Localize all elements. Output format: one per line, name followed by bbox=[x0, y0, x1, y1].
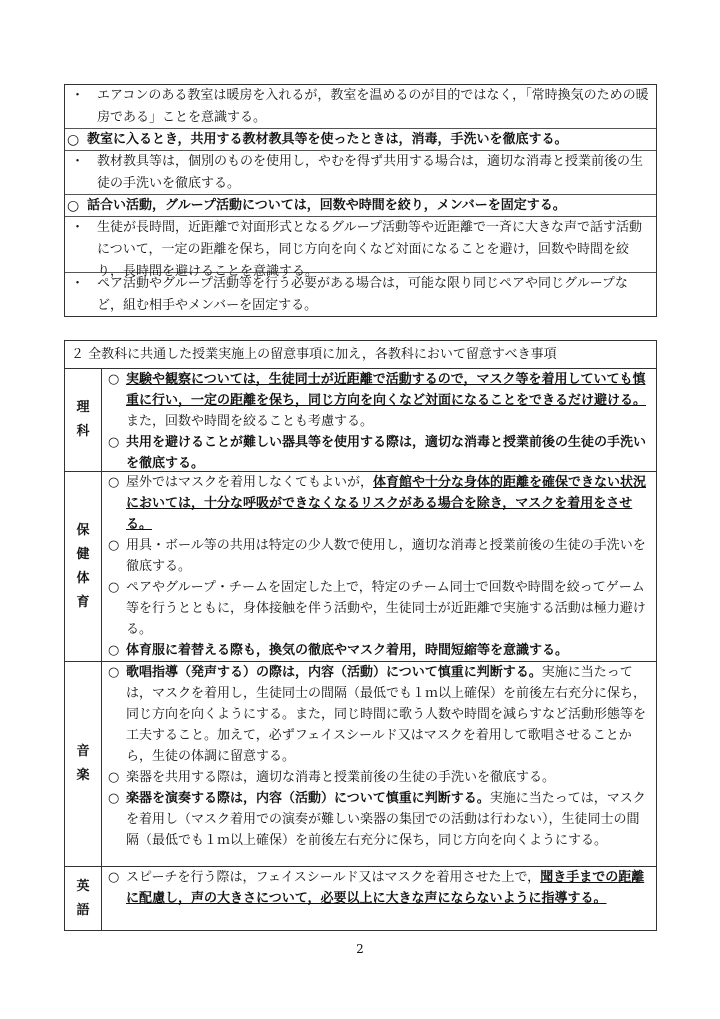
rule-row bbox=[65, 195, 656, 217]
subject-label bbox=[65, 867, 102, 930]
section-body bbox=[102, 662, 656, 851]
list-item bbox=[108, 640, 652, 661]
section-body bbox=[102, 369, 656, 474]
dot-bullet: ・ bbox=[71, 154, 85, 169]
item-rest: 実施に当たっては，マスクを着用し（マスク着用での演奏が難しい楽器の集団での活動は行わない），生徒同士の間隔（最低でも１ｍ以上確保）を前後左右充分に保ち，同じ方向を向くようにする。 bbox=[126, 791, 646, 848]
subject-char: 英 bbox=[76, 878, 90, 894]
item-rest: また，回数や時間を絞ることも考慮する。 bbox=[126, 414, 374, 429]
note-text: 教材教具等は，個別のものを使用し，やむを得ず共用する場合は，適切な消毒と授業前後の生徒の手洗いを徹底する。 bbox=[97, 154, 644, 191]
item-text: 楽器を共用する際は，適切な消毒と授業前後の生徒の手洗いを徹底する。 bbox=[126, 770, 556, 785]
note-row bbox=[65, 85, 656, 129]
section-english bbox=[65, 867, 656, 930]
page-number: 2 bbox=[356, 942, 364, 956]
circle-bullet: ○ bbox=[108, 665, 120, 680]
circle-bullet: ○ bbox=[108, 372, 120, 387]
precautions-box bbox=[64, 84, 657, 317]
list-item bbox=[108, 662, 652, 767]
circle-bullet: ○ bbox=[108, 870, 120, 885]
item-text: 屋外ではマスクを着用しなくてもよいが， bbox=[126, 475, 374, 490]
subject-char: 保 bbox=[76, 522, 90, 538]
section-music bbox=[65, 662, 656, 867]
subject-char: 楽 bbox=[76, 768, 90, 783]
note-text: ペア活動やグループ活動等を行う必要がある場合は，可能な限り同じペアや同じグループなど，組む相手やメンバーを固定する。 bbox=[97, 276, 628, 313]
item-text: 体育服に着替える際も，換気の徹底やマスク着用，時間短縮等を意識する。 bbox=[126, 643, 569, 658]
note-row bbox=[65, 217, 656, 279]
list-item bbox=[108, 535, 652, 577]
circle-bullet: ○ bbox=[108, 475, 120, 490]
circle-bullet: ○ bbox=[108, 643, 120, 658]
note-text: 生徒が長時間，近距離で対面形式となるグループ活動等や近距離で一斉に大きな声で話す活動について，一定の距離を保ち，同じ方向を向くなど対面になることを避け，回数や時間を絞り，長時間を避けることを意識する。 bbox=[97, 220, 642, 279]
note-row bbox=[65, 151, 656, 195]
subject-char: 音 bbox=[76, 744, 90, 759]
subject-char: 育 bbox=[76, 594, 90, 610]
rule-text: 話合い活動，グループ活動については，回数や時間を絞り，メンバーを固定する。 bbox=[87, 198, 566, 213]
item-rest: 聞き手までの距離に配慮し，声の大きさについて，必要以上に大きな声にならないように指導する。 bbox=[126, 870, 645, 906]
list-item bbox=[108, 788, 652, 851]
list-item bbox=[108, 867, 652, 909]
list-item bbox=[108, 369, 652, 432]
subject-char: 語 bbox=[76, 902, 90, 918]
dot-bullet: ・ bbox=[71, 276, 85, 291]
circle-bullet: ○ bbox=[67, 132, 80, 148]
item-text: 共用を避けることが難しい器具等を使用する際は，適切な消毒と授業前後の生徒の手洗いを徹底する。 bbox=[126, 435, 647, 471]
section-health-pe bbox=[65, 472, 656, 662]
circle-bullet: ○ bbox=[67, 198, 80, 214]
item-text: 実験や観察については，生徒同士が近距離で活動するので，マスク等を着用していても慎重に行い，一定の距離を保ち，同じ方向を向くなど対面になることをできるだけ避ける。 bbox=[126, 372, 647, 408]
item-text: 歌唱指導（発声する）の際は，内容（活動）について慎重に判断する。 bbox=[126, 665, 542, 680]
dot-bullet: ・ bbox=[71, 88, 85, 103]
item-rest: 体育館や十分な身体的距離を確保できない状況においては，十分な呼吸ができなくなるリスクがある場合を除き，マスクを着用をさせる。 bbox=[126, 475, 647, 532]
section-body bbox=[102, 867, 656, 909]
rule-text: 教室に入るとき，共用する教材教具等を使ったときは，消毒，手洗いを徹底する。 bbox=[87, 132, 568, 147]
circle-bullet: ○ bbox=[108, 580, 120, 595]
subject-char: 体 bbox=[76, 570, 90, 586]
item-text: スピーチを行う際は，フェイスシールド又はマスクを着用させた上で， bbox=[126, 870, 541, 885]
note-text: エアコンのある教室は暖房を入れるが，教室を温めるのが目的ではなく，「常時換気のための暖房である」ことを意識する。 bbox=[97, 88, 649, 125]
circle-bullet: ○ bbox=[108, 791, 120, 806]
subject-char: 理 bbox=[76, 400, 90, 415]
list-item bbox=[108, 577, 652, 640]
item-text: 楽器を演奏する際は，内容（活動）について慎重に判断する。 bbox=[126, 791, 490, 806]
list-item bbox=[108, 432, 652, 474]
subject-label bbox=[65, 472, 102, 661]
item-rest: 実施に当たっては，マスクを着用し，生徒同士の間隔（最低でも１ｍ以上確保）を前後左右充分に保ち，同じ方向を向くようにする。また，同じ時間に歌う人数や時間を減らすなど活動形態等を工夫すること。加えて，必ずフェイスシールド又はマスクを着用して歌唱させることから，生徒の体調に留意する。 bbox=[126, 665, 647, 764]
subject-char: 健 bbox=[76, 546, 90, 562]
section-science bbox=[65, 369, 656, 472]
circle-bullet: ○ bbox=[108, 435, 120, 450]
subject-label bbox=[65, 369, 102, 471]
list-item bbox=[108, 767, 652, 788]
subject-precautions-table bbox=[64, 340, 657, 931]
item-text: ペアやグループ・チームを固定した上で，特定のチーム同士で回数や時間を絞ってゲーム等を行うとともに，身体接触を伴う活動や，生徒同士が近距離で実施する活動は極力避ける。 bbox=[126, 580, 646, 637]
rule-row bbox=[65, 129, 656, 151]
note-row bbox=[65, 273, 656, 315]
circle-bullet: ○ bbox=[108, 538, 120, 553]
section-body bbox=[102, 472, 656, 661]
circle-bullet: ○ bbox=[108, 770, 120, 785]
dot-bullet: ・ bbox=[71, 220, 85, 235]
subject-label bbox=[65, 662, 102, 866]
table-heading: ２ 全教科に共通した授業実施上の留意事項に加え，各教科において留意すべき事項 bbox=[65, 341, 656, 369]
list-item bbox=[108, 472, 652, 535]
subject-char: 科 bbox=[76, 424, 90, 439]
item-text: 用具・ボール等の共用は特定の少人数で使用し，適切な消毒と授業前後の生徒の手洗いを徹底する。 bbox=[126, 538, 646, 574]
